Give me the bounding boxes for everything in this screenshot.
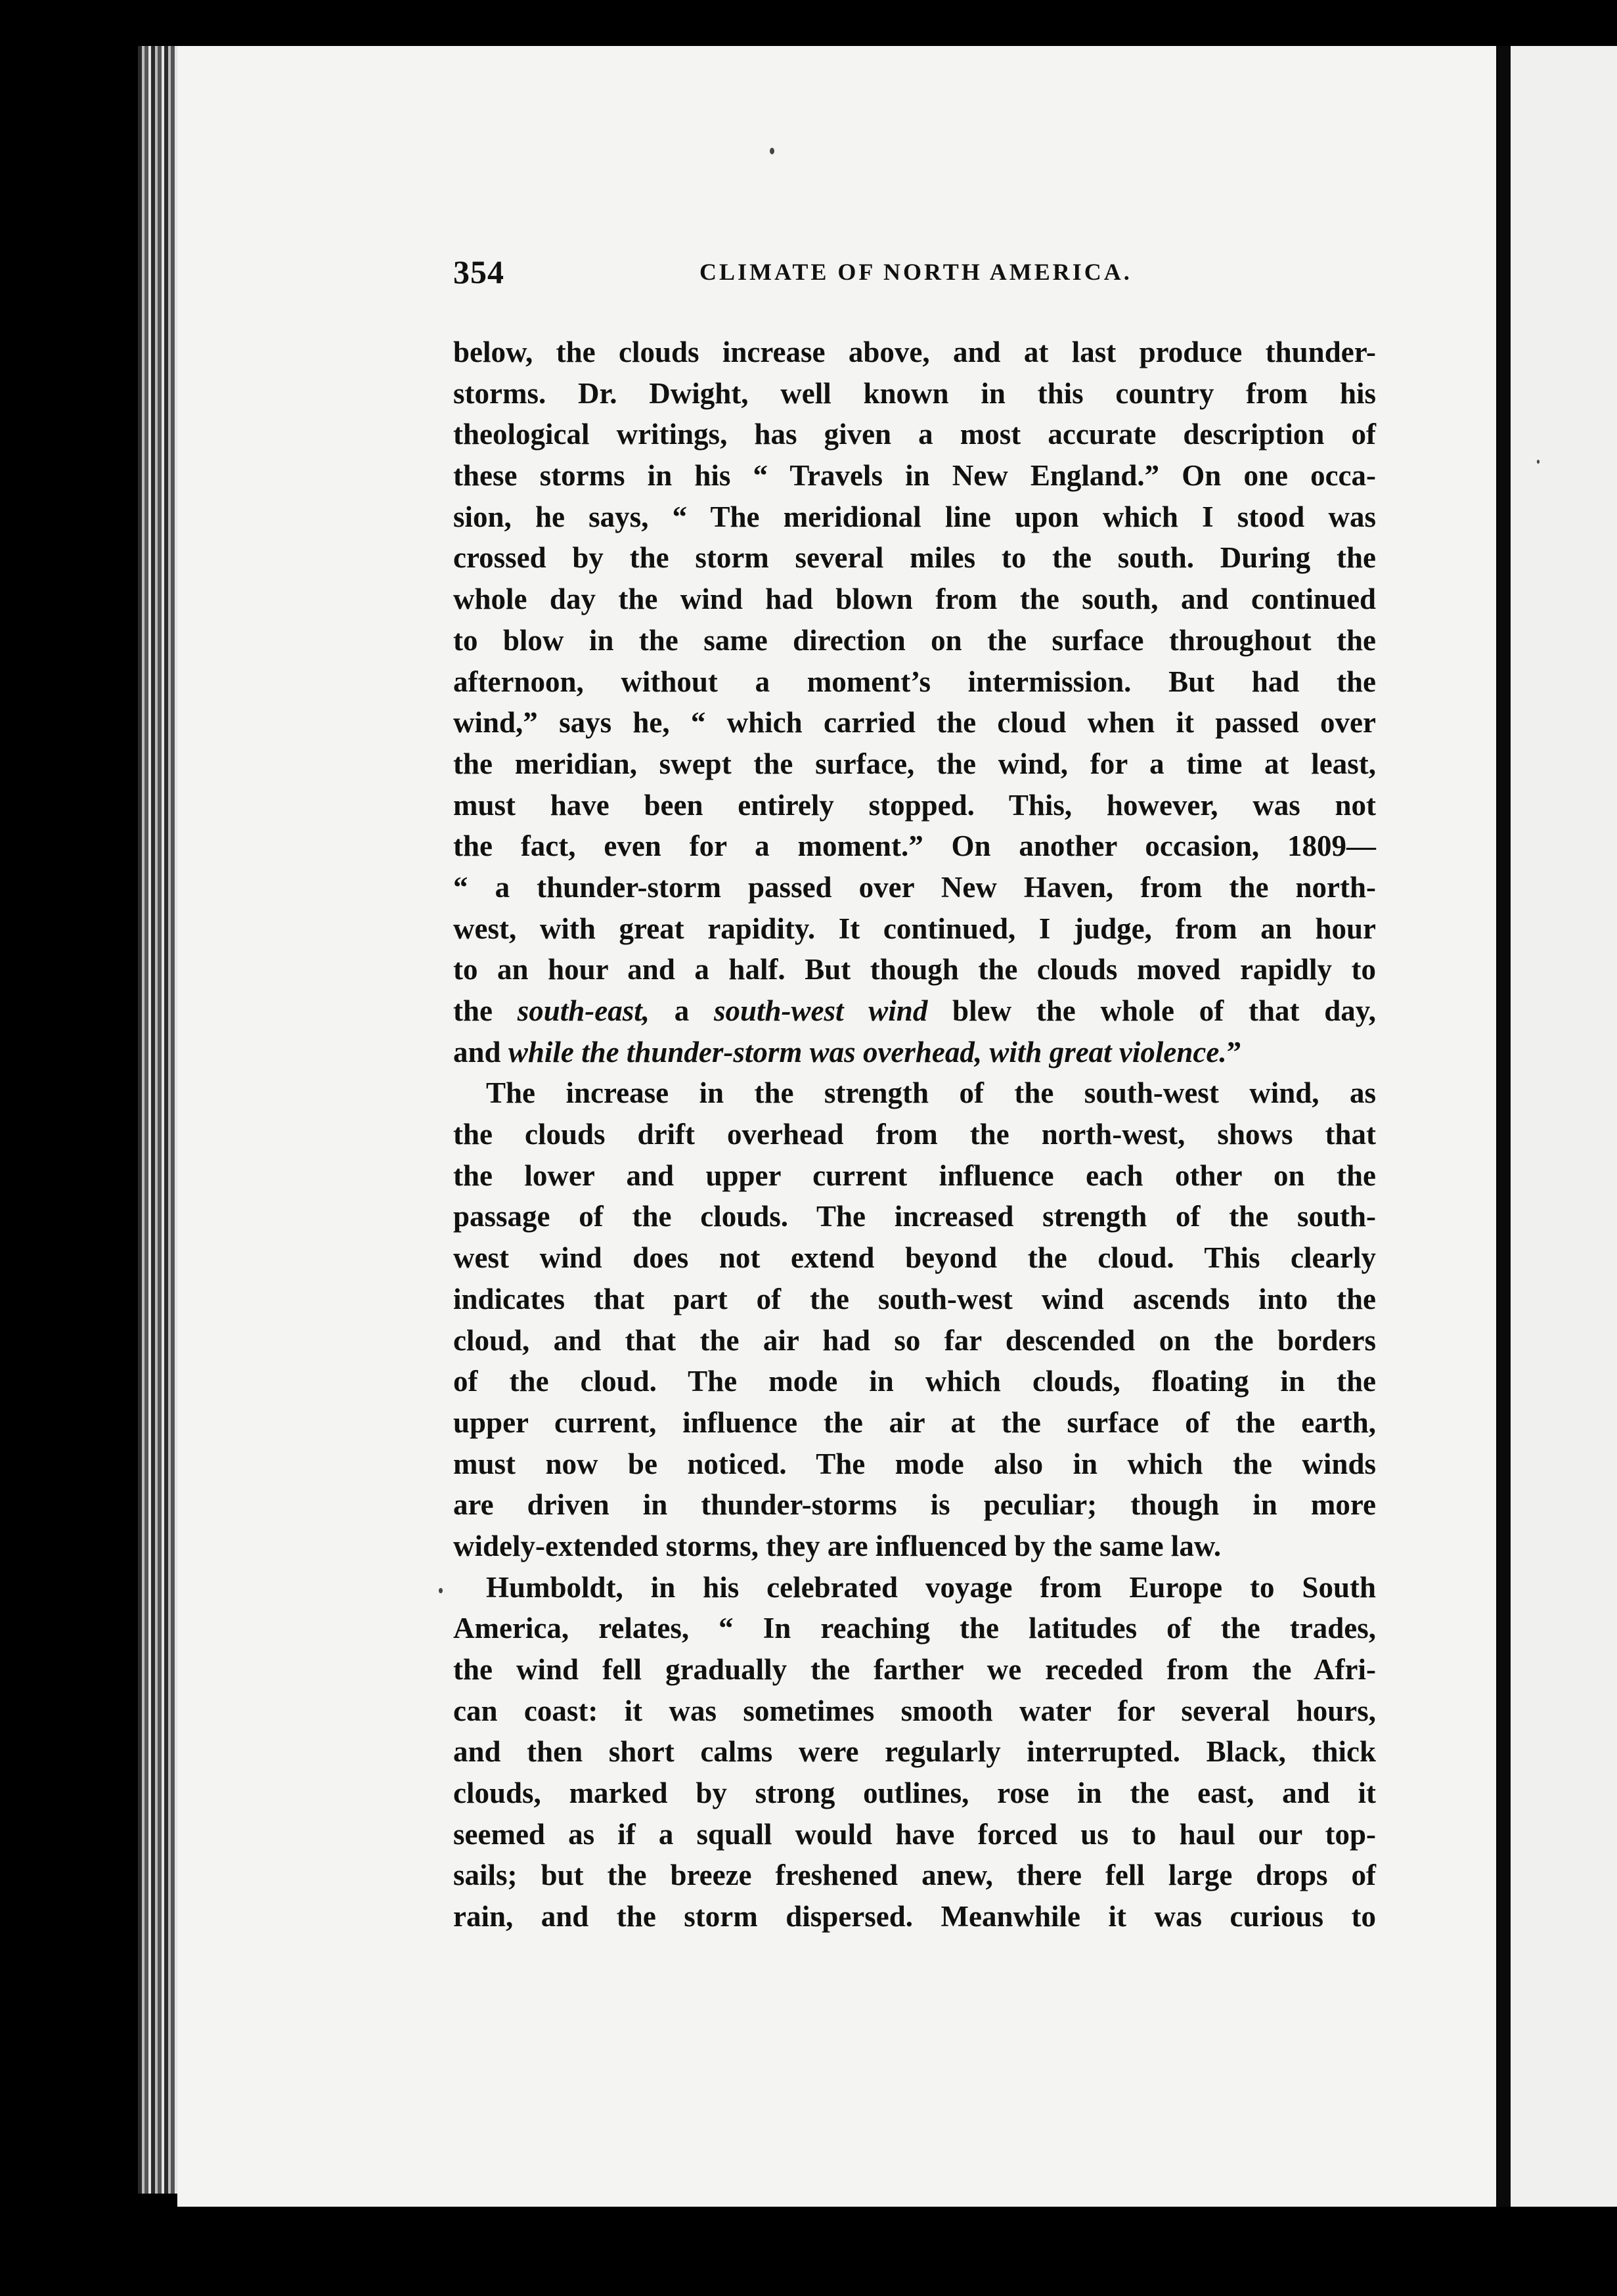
text-line: the lower and upper current influence each other on the [453, 1159, 1376, 1192]
text-run: a [650, 994, 714, 1027]
text-line: the fact, even for a moment.” On another occasion, 1809— [453, 829, 1376, 863]
text-line: sion, he says, “ The meridional line upon which I stood was [453, 500, 1376, 533]
text-line: theological writings, has given a most accurate description of [453, 418, 1376, 451]
text-line: storms. Dr. Dwight, well known in this country from his [453, 376, 1376, 410]
text-run: ” [1226, 1035, 1242, 1069]
italic-run: while the thunder-storm was overhead, with great violence. [508, 1035, 1227, 1069]
text-line: upper current, influence the air at the surface of the earth, [453, 1405, 1376, 1439]
text-line: to blow in the same direction on the surface throughout the [453, 623, 1376, 657]
paragraph-first-line: Humboldt, in his celebrated voyage from Europe to South [486, 1570, 1376, 1604]
text-line: these storms in his “ Travels in New England.” On one occa- [453, 459, 1376, 493]
text-line: cloud, and that the air had so far descended on the borders [453, 1323, 1376, 1357]
text-line: can coast: it was sometimes smooth water for several hours, [453, 1694, 1376, 1727]
text-line: seemed as if a squall would have forced us to haul our top- [453, 1817, 1376, 1851]
text-line: to an hour and a half. But though the clouds moved rapidly to [453, 953, 1376, 986]
text-line-mixed [453, 1032, 1376, 1073]
text-line: and then short calms were regularly interrupted. Black, thick [453, 1735, 1376, 1769]
text-line: passage of the clouds. The increased strength of the south- [453, 1200, 1376, 1233]
text-line: indicates that part of the south-west wind ascends into the [453, 1282, 1376, 1315]
text-line: wind,” says he, “ which carried the cloud when it passed over [453, 706, 1376, 740]
facing-page-edge [1511, 46, 1617, 2207]
text-line: of the cloud. The mode in which clouds, floating in the [453, 1365, 1376, 1398]
binding-gutter [1496, 46, 1511, 2207]
text-line: widely-extended storms, they are influenced by the same law. [453, 1529, 1222, 1562]
ink-speck [439, 1588, 443, 1593]
text-line: sails; but the breeze freshened anew, there fell large drops of [453, 1859, 1376, 1892]
ink-speck [770, 148, 774, 154]
ink-speck [1537, 460, 1539, 464]
italic-run: south-west wind [713, 994, 928, 1027]
text-line: are driven in thunder-storms is peculiar; though in more [453, 1488, 1376, 1522]
text-line: afternoon, without a moment’s intermission. But had the [453, 665, 1376, 698]
text-run: the [453, 994, 518, 1027]
body-text [453, 332, 1376, 1937]
text-line: America, relates, “ In reaching the latitudes of the trades, [453, 1612, 1376, 1645]
text-line: whole day the wind had blown from the south, and continued [453, 583, 1376, 616]
text-line-mixed [453, 990, 1376, 1032]
text-line: “ a thunder-storm passed over New Haven, from the north- [453, 870, 1376, 904]
italic-run: south-east, [517, 994, 650, 1027]
text-run: blew the whole of that day, [927, 994, 1376, 1027]
text-line: crossed by the storm several miles to the south. During the [453, 541, 1376, 575]
running-title: CLIMATE OF NORTH AMERICA. [699, 259, 1132, 285]
text-line: must now be noticed. The mode also in which the winds [453, 1447, 1376, 1480]
page-number: 354 [453, 254, 504, 290]
text-line: the meridian, swept the surface, the wind, for a time at least, [453, 747, 1376, 780]
text-line: west, with great rapidity. It continued, I judge, from an hour [453, 912, 1376, 945]
text-line: must have been entirely stopped. This, however, was not [453, 788, 1376, 822]
paragraph-first-line: The increase in the strength of the south-west wind, as [486, 1076, 1376, 1110]
text-line: the clouds drift overhead from the north-west, shows that [453, 1118, 1376, 1151]
text-line: clouds, marked by strong outlines, rose in the east, and it [453, 1777, 1376, 1810]
text-run: and [453, 1035, 508, 1069]
text-line: west wind does not extend beyond the cloud. This clearly [453, 1241, 1376, 1275]
running-head [453, 253, 1386, 299]
text-line: rain, and the storm dispersed. Meanwhile it was curious to [453, 1900, 1376, 1933]
text-line: the wind fell gradually the farther we receded from the Afri- [453, 1653, 1376, 1686]
text-line: below, the clouds increase above, and at last produce thunder- [453, 336, 1376, 368]
